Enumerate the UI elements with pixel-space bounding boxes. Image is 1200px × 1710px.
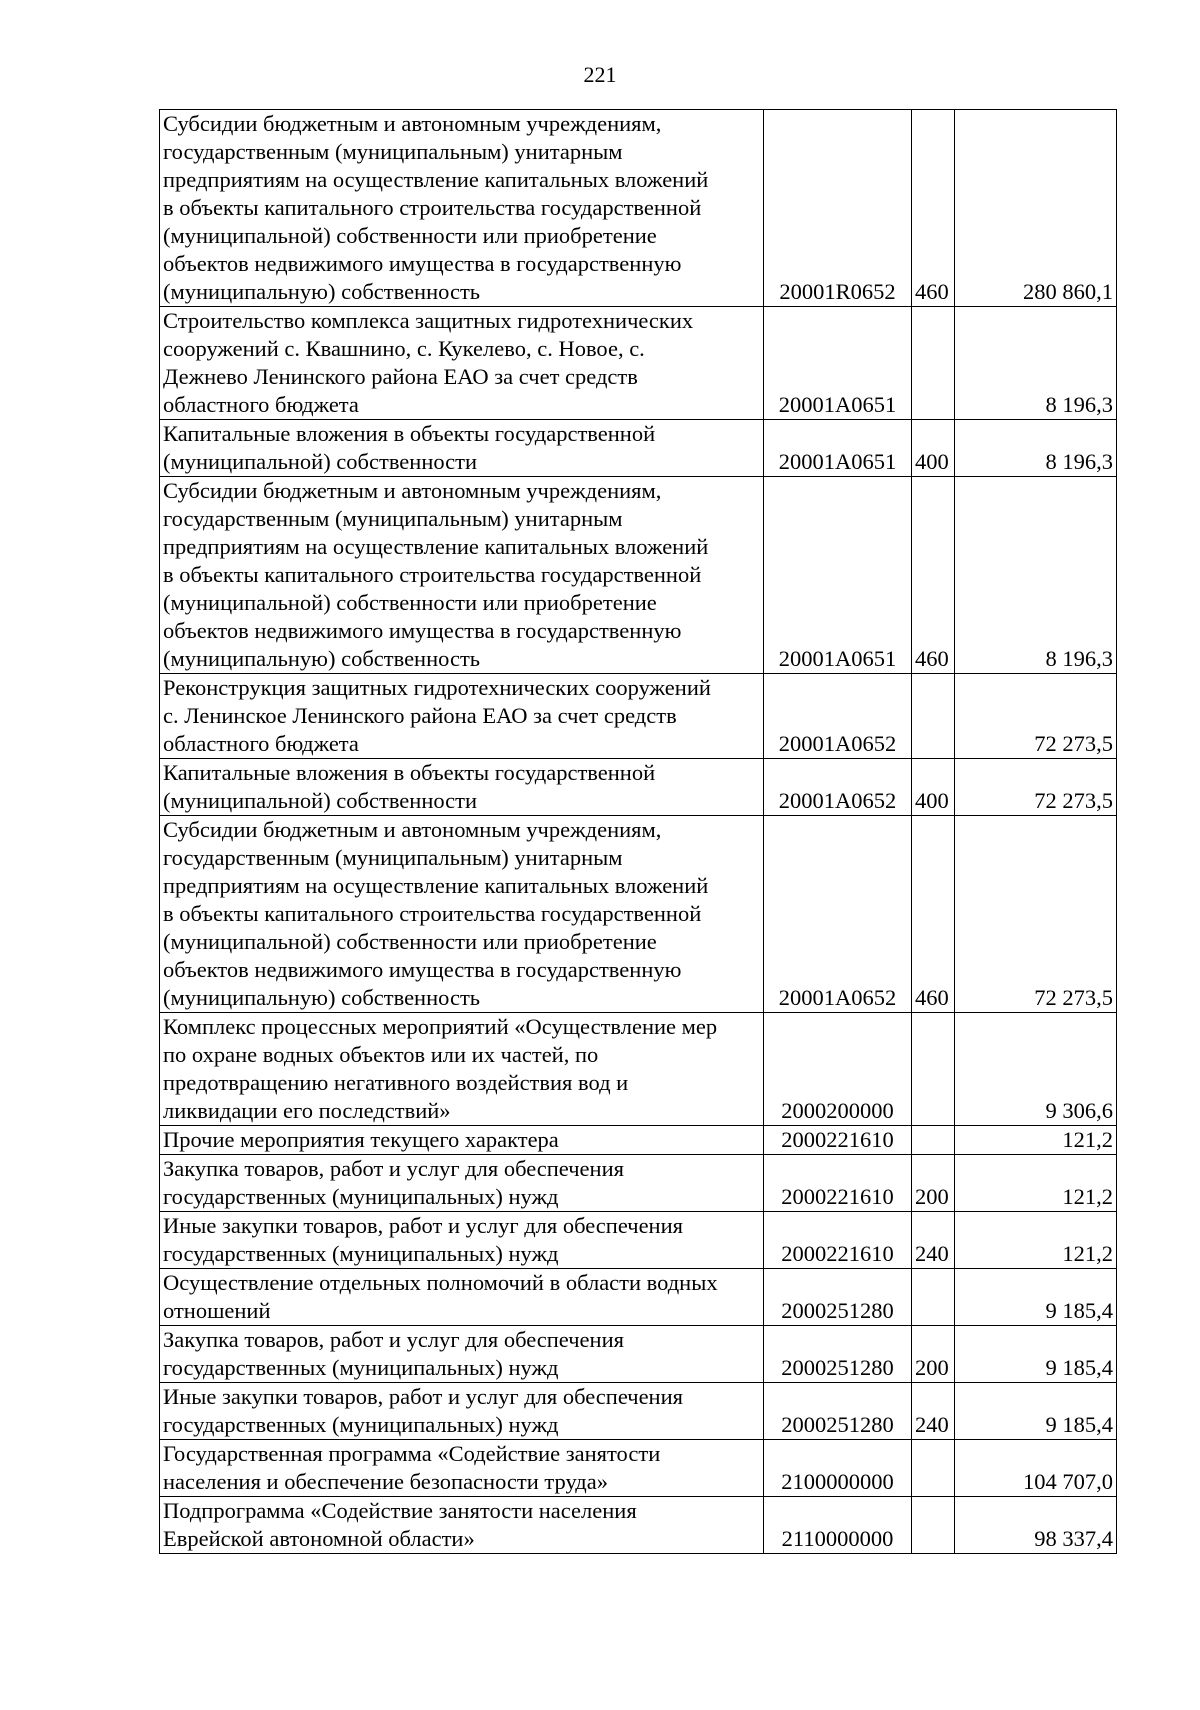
row-sum-cell: 8 196,3 <box>955 307 1117 420</box>
table-row <box>160 816 1117 1013</box>
row-name-cell: Закупка товаров, работ и услуг для обеспечения государственных (муниципальных) нужд <box>160 1326 764 1383</box>
row-type-cell: 400 <box>912 420 955 477</box>
table-row <box>160 1440 1117 1497</box>
row-type-cell: 460 <box>912 110 955 307</box>
row-code-cell: 20001A0651 <box>764 477 912 674</box>
row-code-cell: 20001A0652 <box>764 674 912 759</box>
row-code-cell: 2000200000 <box>764 1013 912 1126</box>
row-name-cell: Реконструкция защитных гидротехнических сооружений с. Ленинское Ленинского района ЕАО за счет средств областного бюджета <box>160 674 764 759</box>
row-sum-cell: 121,2 <box>955 1155 1117 1212</box>
row-code-cell: 2000221610 <box>764 1126 912 1155</box>
row-sum-cell: 8 196,3 <box>955 420 1117 477</box>
row-sum-cell: 9 306,6 <box>955 1013 1117 1126</box>
row-name-cell: Субсидии бюджетным и автономным учреждениям, государственным (муниципальным) унитарным предприятиям на осуществление капитальных вложений в объекты капитального строительства государственной (муниципальной) собственности или приобретение объектов недвижимого имущества в государственную (муниципальную) собственность <box>160 816 764 1013</box>
row-code-cell: 2000221610 <box>764 1155 912 1212</box>
row-type-cell <box>912 1440 955 1497</box>
row-sum-cell: 72 273,5 <box>955 759 1117 816</box>
row-type-cell: 200 <box>912 1326 955 1383</box>
row-type-cell <box>912 1269 955 1326</box>
row-name-cell: Закупка товаров, работ и услуг для обеспечения государственных (муниципальных) нужд <box>160 1155 764 1212</box>
budget-table-body <box>160 110 1117 1554</box>
table-row <box>160 1212 1117 1269</box>
row-sum-cell: 104 707,0 <box>955 1440 1117 1497</box>
row-type-cell: 460 <box>912 477 955 674</box>
table-row <box>160 1269 1117 1326</box>
row-name-cell: Подпрограмма «Содействие занятости населения Еврейской автономной области» <box>160 1497 764 1554</box>
row-sum-cell: 9 185,4 <box>955 1269 1117 1326</box>
row-code-cell: 20001A0651 <box>764 420 912 477</box>
row-type-cell: 400 <box>912 759 955 816</box>
row-type-cell <box>912 307 955 420</box>
budget-table <box>159 109 1117 1554</box>
row-sum-cell: 9 185,4 <box>955 1383 1117 1440</box>
row-code-cell: 20001A0652 <box>764 816 912 1013</box>
row-type-cell: 240 <box>912 1212 955 1269</box>
row-code-cell: 20001R0652 <box>764 110 912 307</box>
row-name-cell: Капитальные вложения в объекты государственной (муниципальной) собственности <box>160 759 764 816</box>
row-sum-cell: 98 337,4 <box>955 1497 1117 1554</box>
row-code-cell: 2100000000 <box>764 1440 912 1497</box>
row-name-cell: Строительство комплекса защитных гидротехнических сооружений с. Квашнино, с. Кукелево, с. Новое, с. Дежнево Ленинского района ЕАО за счет средств областного бюджета <box>160 307 764 420</box>
row-sum-cell: 121,2 <box>955 1126 1117 1155</box>
table-row <box>160 477 1117 674</box>
row-sum-cell: 72 273,5 <box>955 816 1117 1013</box>
row-sum-cell: 280 860,1 <box>955 110 1117 307</box>
row-sum-cell: 9 185,4 <box>955 1326 1117 1383</box>
row-type-cell: 200 <box>912 1155 955 1212</box>
row-code-cell: 20001A0651 <box>764 307 912 420</box>
row-name-cell: Капитальные вложения в объекты государственной (муниципальной) собственности <box>160 420 764 477</box>
row-sum-cell: 121,2 <box>955 1212 1117 1269</box>
table-row <box>160 1155 1117 1212</box>
row-type-cell <box>912 1497 955 1554</box>
row-code-cell: 2110000000 <box>764 1497 912 1554</box>
page-number: 221 <box>583 62 617 87</box>
row-type-cell <box>912 674 955 759</box>
row-name-cell: Иные закупки товаров, работ и услуг для обеспечения государственных (муниципальных) нужд <box>160 1383 764 1440</box>
table-row <box>160 1126 1117 1155</box>
table-row <box>160 110 1117 307</box>
row-type-cell: 240 <box>912 1383 955 1440</box>
row-sum-cell: 72 273,5 <box>955 674 1117 759</box>
row-code-cell: 2000251280 <box>764 1326 912 1383</box>
row-code-cell: 2000251280 <box>764 1383 912 1440</box>
row-name-cell: Прочие мероприятия текущего характера <box>160 1126 764 1155</box>
row-code-cell: 2000251280 <box>764 1269 912 1326</box>
table-row <box>160 674 1117 759</box>
row-sum-cell: 8 196,3 <box>955 477 1117 674</box>
table-row <box>160 1383 1117 1440</box>
table-row <box>160 420 1117 477</box>
table-row <box>160 1326 1117 1383</box>
table-row <box>160 307 1117 420</box>
row-type-cell <box>912 1013 955 1126</box>
row-name-cell: Осуществление отдельных полномочий в области водных отношений <box>160 1269 764 1326</box>
row-code-cell: 2000221610 <box>764 1212 912 1269</box>
row-type-cell: 460 <box>912 816 955 1013</box>
row-name-cell: Государственная программа «Содействие занятости населения и обеспечение безопасности труда» <box>160 1440 764 1497</box>
row-name-cell: Субсидии бюджетным и автономным учреждениям, государственным (муниципальным) унитарным предприятиям на осуществление капитальных вложений в объекты капитального строительства государственной (муниципальной) собственности или приобретение объектов недвижимого имущества в государственную (муниципальную) собственность <box>160 110 764 307</box>
row-code-cell: 20001A0652 <box>764 759 912 816</box>
row-name-cell: Иные закупки товаров, работ и услуг для обеспечения государственных (муниципальных) нужд <box>160 1212 764 1269</box>
row-name-cell: Комплекс процессных мероприятий «Осуществление мер по охране водных объектов или их частей, по предотвращению негативного воздействия вод и ликвидации его последствий» <box>160 1013 764 1126</box>
row-name-cell: Субсидии бюджетным и автономным учреждениям, государственным (муниципальным) унитарным предприятиям на осуществление капитальных вложений в объекты капитального строительства государственной (муниципальной) собственности или приобретение объектов недвижимого имущества в государственную (муниципальную) собственность <box>160 477 764 674</box>
table-row <box>160 1013 1117 1126</box>
table-row <box>160 1497 1117 1554</box>
table-row <box>160 759 1117 816</box>
row-type-cell <box>912 1126 955 1155</box>
